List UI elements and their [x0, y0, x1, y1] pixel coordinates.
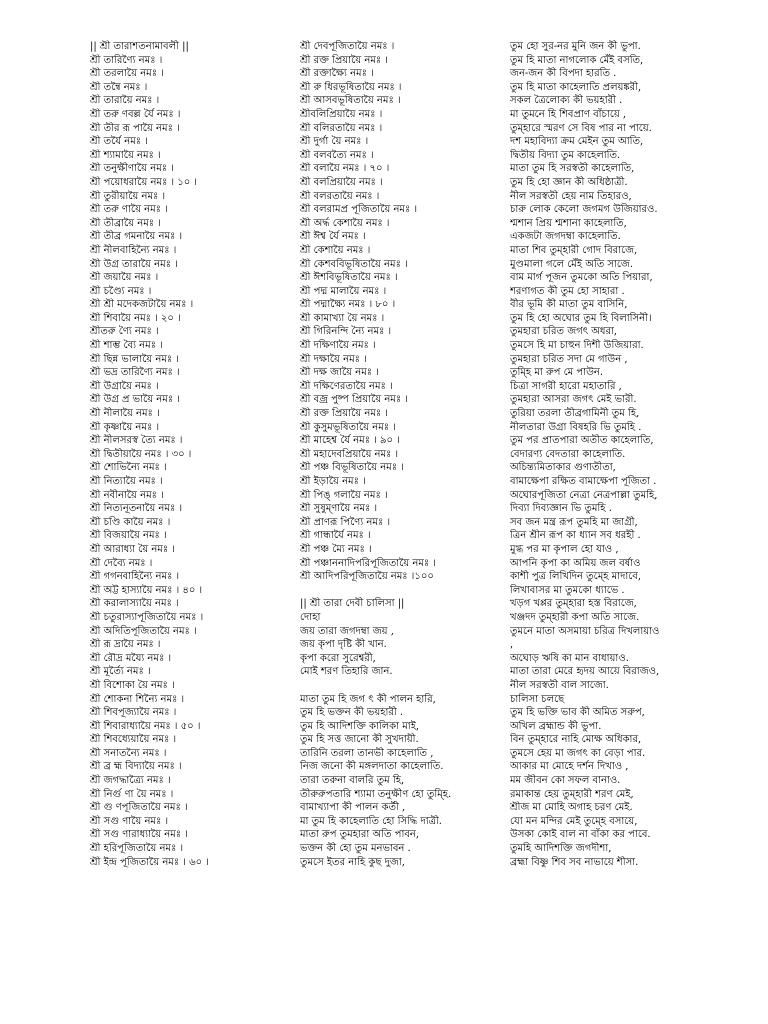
- text-line: মাতা শিব তুম্হারী গোদ বিরাজে,: [510, 244, 638, 256]
- text-line: মুগ্ধ পর মা কৃপাল হো যাও ,: [510, 543, 619, 555]
- text-line: তুমহারা চরিত জগৎ অধরা,: [510, 326, 618, 338]
- text-line: বামাখ্যাপা কী পালন কর্তী ,: [300, 802, 406, 814]
- text-line: শ্রী চতুরাস্যাপূজিতায়ৈ নমঃ ।: [90, 611, 204, 623]
- text-line: শ্রী বলবত্যৈ নমঃ ।: [300, 149, 374, 161]
- text-line: তারা তরুনা বালরি তুম হি,: [300, 775, 405, 787]
- text-line: দোহা: [300, 611, 321, 623]
- text-line: শ্রী বজ্র পুষ্প প্রিয়ায়ৈ নমঃ ।: [300, 394, 408, 406]
- text-line: একজটা জগদম্বা কাহেলাতি.: [510, 231, 621, 243]
- text-line: তুমসে হি মা চাহুন দিশী উজিয়ারা.: [510, 340, 644, 352]
- text-line: শ্রী শিবপূজ্যায়ৈ নমঃ ।: [90, 707, 177, 719]
- text-line: শ্রী বলরতায়ৈ নমঃ ।: [300, 190, 380, 202]
- text-line: শ্রী রু ধিরভূষিতায়ৈ নমঃ ।: [300, 81, 402, 93]
- text-line: শ্রী সগু ণায়ৈ নমঃ ।: [90, 815, 169, 827]
- text-line: শ্রী নীলবাহিন্যৈ নমঃ ।: [90, 244, 177, 256]
- text-line: শ্রী দুর্গা য়ৈ নমঃ ।: [300, 136, 369, 148]
- text-line: শ্রী চণ্ডি কায়ৈ নমঃ ।: [90, 516, 171, 528]
- text-line: কাশী পুত্র লিখিদিন তুম্হে মাদাবে,: [510, 571, 642, 583]
- text-line: বেদারণ্য বেদতারা কাহেলাতি.: [510, 448, 626, 460]
- text-line: আকার মা মোহে দর্শন দিখাও ,: [510, 761, 629, 773]
- text-line: শ্রীবলিপ্রিয়ায়ৈ নমঃ ।: [300, 108, 383, 120]
- text-line: শ্রী প্রাণরূ পিণ্যৈ নমঃ ।: [300, 516, 391, 528]
- text-line: শ্রী তনুক্ষীণায়ৈ নমঃ ।: [90, 163, 174, 175]
- text-line: শ্রী কুসুমভূষিতায়ৈ নমঃ ।: [300, 421, 396, 433]
- text-line: শ্রী দক্ষ জায়ৈ নমঃ ।: [300, 367, 379, 379]
- text-line: শ্রী তীব্রায়ৈ নমঃ ।: [90, 217, 161, 229]
- text-line: অখিল ব্রহ্মান্ড কী ভুপা.: [510, 720, 602, 732]
- text-line: শ্রী উগ্রায়ৈ নমঃ ।: [90, 380, 159, 392]
- text-line: বীর ভূমি কী মাতা তুম বাসিনি,: [510, 299, 628, 311]
- text-line: শ্রী ভদ্র তারিণ্যৈ নমঃ ।: [90, 367, 180, 379]
- text-line: শ্রী আদিপরিপূজিতায়ৈ নমঃ ।১০০: [300, 571, 434, 583]
- text-line: তুম্হি মা রুপ মে পাউন.: [510, 367, 604, 379]
- text-line: শ্রী বিশোকা য়ৈ নমঃ ।: [90, 679, 175, 691]
- text-line: শ্রী সনাতন্যৈ নমঃ ।: [90, 747, 167, 759]
- text-line: মাতা রুপ তুমহারা অতি পাবন,: [300, 829, 420, 841]
- text-line: [300, 584, 496, 598]
- text-line: শ্রী ঈশবিভূষিতায়ৈ নমঃ ।: [300, 272, 398, 284]
- text-line: শ্রী পঞ্চাননাদিপরিপূজিতায়ৈ নমঃ ।: [300, 557, 436, 569]
- text-line: তুম হি মাতা কাহেলাতি প্রলয়ঙ্করী,: [510, 81, 642, 93]
- text-line: শ্রী অট্ট হাস্যায়ৈ নমঃ । ৪০ ।: [90, 584, 203, 596]
- text-line: শ্রী অদিতিপূজিতায়ৈ নমঃ ।: [90, 625, 197, 637]
- text-line: তুমনে মাতা অসমায়া চরিত্র দিখলায়াও: [510, 625, 660, 637]
- text-line: শ্রী কেশববিভূষিতায়ৈ নমঃ ।: [300, 258, 408, 270]
- text-line: শ্রী নীলায়ৈ নমঃ ।: [90, 408, 160, 420]
- text-line: শ্রী করালাস্যায়ৈ নমঃ ।: [90, 598, 179, 610]
- text-line: শ্রী পদ্ম মালায়ৈ নমঃ ।: [300, 285, 387, 297]
- text-line: তুম হি ভক্তি ভাব কী অমিত সরুপ,: [510, 707, 645, 719]
- text-line: শ্রী নবীনায়ৈ নমঃ ।: [90, 489, 164, 501]
- text-line: শ্রী উগ্র তারায়ৈ নমঃ ।: [90, 258, 178, 270]
- text-line: শ্রী সুষুম্ণায়ৈ নমঃ ।: [300, 503, 378, 515]
- text-line: মাতা তারা মেরে হৃদয় আয়ে বিরাজও,: [510, 666, 660, 678]
- text-line: তুম হি হো অঘোর তুম হি বিলাসিনী।: [510, 312, 652, 324]
- text-line: শ্রী গগনবাহিন্যৈ নমঃ ।: [90, 571, 180, 583]
- text-line: নীল সরস্বতী বাল সাজো.: [510, 679, 609, 691]
- text-line: তুমহারা আসরা জগৎ মেই ভারী.: [510, 394, 637, 406]
- text-line: দ্বিতীয় বিদ্যা তুম কাহেলাতি.: [510, 149, 621, 161]
- text-line: দশ মহাবিদ্যা ক্রম মেইন তুম আতি,: [510, 136, 644, 148]
- text-line: অঘোড় ঋষি কা মান বাধায়াও.: [510, 652, 629, 664]
- text-line: জন-জন কী বিপদা হারতি .: [510, 68, 617, 80]
- text-line: শ্রী জগদ্ধাত্র্যৈ নমঃ ।: [90, 775, 171, 787]
- text-line: শ্রী শ্রী মদেকজটায়ৈ নমঃ ।: [90, 299, 194, 311]
- text-line: শ্রী তন্বৈ নমঃ ।: [90, 81, 148, 93]
- text-line: শ্রী মহাদেবপ্রিয়ায়ৈ নমঃ ।: [300, 448, 399, 460]
- text-line: তুমহারা চরিত সদা মে গাউন ,: [510, 353, 628, 365]
- text-line: শ্রী দক্ষায়ৈ নমঃ ।: [300, 353, 367, 365]
- text-line: শ্রী তরু ণায়ৈ নমঃ ।: [90, 204, 168, 216]
- text-line: শ্রী দক্ষিণায়ৈ নমঃ ।: [300, 340, 376, 352]
- text-line: || শ্রী তারাশতনামাবলী ||: [90, 41, 189, 52]
- text-line: শ্রী তুরীয়ায়ৈ নমঃ ।: [90, 190, 166, 202]
- text-line: কৃপা করো সুরেশ্বরী,: [300, 652, 376, 664]
- text-line: নিজ জনো কী মঙ্গলদাতা কাহেলাতি.: [300, 761, 444, 773]
- text-line: শ্রী তারিণ্যৈ নমঃ ।: [90, 54, 163, 66]
- text-line: তারিনি তরলা তানভী কাহেলাতি ,: [300, 747, 434, 759]
- text-line: ত্রিন শ্রীন রূপ কা ধ্যান সব ধরহী .: [510, 530, 641, 542]
- text-line: শ্রী পঞ্চ বিভূষিতায়ৈ নমঃ ।: [300, 462, 404, 474]
- text-line: তুম্হারে স্মরণ সে বিষ পার না পায়ে.: [510, 122, 652, 134]
- text-line: শ্মশান প্রিয় শ্মশানা কাহেলাতি,: [510, 217, 627, 229]
- text-line: শ্রী দক্ষিণেরতায়ৈ নমঃ ।: [300, 380, 393, 392]
- text-line: অঘোরপূজিতা নেত্রা নেত্রপাল্লা তুমহি,: [510, 489, 658, 501]
- text-line: শ্রী তরু ণবল্ল র্যৈ নমঃ ।: [90, 108, 181, 120]
- text-line: শ্রী চণ্ড্যৈ নমঃ ।: [90, 285, 152, 297]
- column-namavali-and-chalisa-start: [300, 40, 496, 869]
- text-line: শ্রী তর্যৈ নমঃ ।: [90, 136, 148, 148]
- text-line: তুম হি আদিশক্তি কালিকা মাই,: [300, 720, 420, 732]
- text-line: শ্রী ইড়ায়ৈ নমঃ ।: [300, 476, 366, 487]
- text-line: তুম পর প্রাতপারা অতীত কাহেলাতি,: [510, 435, 654, 447]
- text-line: শ্রী জয়ায়ৈ নমঃ ।: [90, 272, 159, 284]
- text-line: শ্রী তরলায়ৈ নমঃ ।: [90, 68, 164, 80]
- text-line: শ্রী শিবায়ৈ নমঃ । ২০ ।: [90, 312, 181, 324]
- text-line: শ্রী ইন্দ্র পূজিতায়ৈ নমঃ । ৬০ ।: [90, 856, 209, 868]
- text-line: শ্রীজ মা মোহি অগাহ চরণ মেই.: [510, 802, 633, 814]
- text-line: তুম হি মাতা নাগলোক মেঁই বসতি,: [510, 54, 644, 66]
- text-line: শ্রী শিবধ্যেয়ায়ৈ নমঃ ।: [90, 734, 177, 746]
- text-line: শ্রী রক্ত প্রিয়ায়ৈ নমঃ ।: [300, 54, 388, 66]
- text-line: দিব্যা দিব্যজ্ঞান ভি তুমহি .: [510, 503, 612, 515]
- text-line: ভক্তন কী হো তুম মনভাবন .: [300, 843, 411, 855]
- text-line: শ্রী বলরামপ্র পূজিতায়ৈ নমঃ ।: [300, 204, 418, 216]
- text-line: শ্রী ঈশ্ব র্যৈ নমঃ ।: [300, 231, 366, 243]
- text-line: চালিসা চলছে: [510, 693, 565, 705]
- text-line: শ্রী গিরিনন্দি ন্যৈ নমঃ ।: [300, 326, 392, 338]
- text-line: শ্রী সগু ণারাধ্যায়ৈ নমঃ ।: [90, 829, 188, 841]
- text-line: শ্রী শাম্ভ ব্যৈ নমঃ ।: [90, 340, 163, 352]
- text-line: শ্রী পদ্মাক্ষ্যৈ নমঃ । ৮০ ।: [300, 299, 396, 311]
- text-line: মম জীবন কো সফল বানাও.: [510, 775, 621, 787]
- text-line: শ্রী বলিরতায়ৈ নমঃ ।: [300, 122, 383, 134]
- text-line: শ্রী উগ্র প্র ভায়ৈ নমঃ ।: [90, 394, 180, 406]
- text-line: শ্রী কৃষ্ণায়ৈ নমঃ ।: [90, 421, 160, 433]
- text-line: শ্রী দেব্যৈ নমঃ ।: [90, 557, 153, 569]
- text-line: শ্রীতরু ণ্যৈ নমঃ ।: [90, 326, 159, 338]
- text-line: জয় কৃপা দৃষ্টি কী খান.: [300, 639, 387, 651]
- text-line: [300, 679, 496, 693]
- text-line: শ্রী আসবভূষিতায়ৈ নমঃ ।: [300, 95, 401, 107]
- text-line: তীরুরুপতারি শ্যামা তনুক্ষীণ হো তুম্হি.: [300, 788, 452, 800]
- text-line: জয় তারা জগদম্বা জয় ,: [300, 625, 394, 637]
- text-line: খঞ্জদদ তুম্হারী কপা অতি সাজে.: [510, 611, 640, 623]
- text-line: উসকা কোই বাল না বাঁকা কর পাবে.: [510, 829, 651, 841]
- text-line: বামাক্ষেপা রক্ষিত বামাক্ষেপা পূজিতা .: [510, 476, 657, 487]
- text-line: তুম হি ভক্তন কী ভয়হারী .: [300, 707, 404, 719]
- text-line: শ্রী বলপ্রিয়ায়ৈ নমঃ ।: [300, 176, 383, 188]
- text-line: শ্রী নিত্যনূতনায়ৈ নমঃ ।: [90, 503, 183, 515]
- text-line: শ্রী পয়োধরায়ৈ নমঃ । ১০ ।: [90, 176, 197, 188]
- text-line: আপনি কৃপা কা অমিয় জল বর্ষাও: [510, 557, 641, 569]
- column-chalisa-continued: [510, 40, 750, 869]
- text-line: শ্রী ব্র হ্ম বিদ্যায়ৈ নমঃ ।: [90, 761, 182, 773]
- text-line: চারু লোক কেলো জগমগ উজিয়ারও.: [510, 204, 658, 216]
- text-line: শ্রী রূ দ্রায়ৈ নমঃ ।: [90, 639, 161, 651]
- text-line: মুণ্ডমালা গলে মেঁই অতি সাজে.: [510, 258, 634, 270]
- text-line: শ্রী রক্ত প্রিয়ায়ৈ নমঃ ।: [300, 408, 388, 420]
- column-taara-shatanamavali: [90, 40, 286, 869]
- text-line: শ্রী বিজয়ায়ৈ নমঃ ।: [90, 530, 167, 542]
- text-line: নীলতারা উগ্রা বিষহরি ভি তুমহি .: [510, 421, 642, 433]
- text-line: শ্রী গান্ধার্যৈ নমঃ ।: [300, 530, 371, 542]
- text-line: শ্রী রক্তাক্ষ্যৈ নমঃ ।: [300, 68, 374, 80]
- text-line: শ্রী আরাধ্যা য়ৈ নমঃ ।: [90, 543, 175, 555]
- text-line: শ্রী দেবপূজিতায়ৈ নমঃ ।: [300, 41, 395, 52]
- text-line: শ্রী রৌদ্র ময্যৈ নমঃ ।: [90, 652, 172, 664]
- text-line: শ্রী কামাখ্যা য়ৈ নমঃ ।: [300, 312, 385, 324]
- text-line: শ্রী নির্গু ণা য়ৈ নমঃ ।: [90, 788, 174, 800]
- text-line: তুমসে ইতর নাহি কুছ দুজা,: [300, 856, 405, 868]
- text-line: লিখাবাসর মা তুমকো ধ্যাভে .: [510, 584, 625, 596]
- text-line: শরণাগত কী তুম হো সাহারা .: [510, 285, 625, 297]
- text-line: সকল ত্রৈলোক্য কী ভয়হারী .: [510, 95, 623, 107]
- text-line: শ্রী শিবারাধ্যায়ৈ নমঃ । ৫০ ।: [90, 720, 201, 732]
- text-line: শ্রী তারায়ৈ নমঃ ।: [90, 95, 160, 107]
- text-line: তুমহি আদিশক্তি জগদীশা,: [510, 843, 612, 855]
- text-line: সব জন মন্ত্র রূপ তুমহি মা জাগ্রী,: [510, 516, 638, 528]
- text-line: তুম হো সুর-নর মুনি জন কী ভুপা.: [510, 41, 641, 52]
- text-line: শ্রী তীব্র গমনায়ৈ নমঃ ।: [90, 231, 183, 243]
- text-line: শ্রী ছিন্ন ভালায়ৈ নমঃ ।: [90, 353, 179, 365]
- text-line: শ্রী শ্যামায়ৈ নমঃ ।: [90, 149, 161, 161]
- text-line: মা তুমনে হি শিবপ্রাণ বাঁচায়ে ,: [510, 108, 627, 120]
- text-line: বাম মার্গ পূজন তুমকো অতি পিয়ারা,: [510, 272, 653, 284]
- text-line: মাতা তুম হি জগ ৎ কী পালন হারি,: [300, 693, 436, 705]
- text-line: শ্রী কেশায়ৈ নমঃ ।: [300, 244, 371, 256]
- text-line: শ্রী দ্বিতীয়ায়ৈ নমঃ । ৩০ ।: [90, 448, 192, 460]
- text-line: শ্রী হরিপূজিতায়ৈ নমঃ ।: [90, 843, 184, 855]
- text-line: শ্রী অর্দ্ধ কেশায়ৈ নমঃ ।: [300, 217, 390, 229]
- text-line: শ্রী নিত্যায়ৈ নমঃ ।: [90, 476, 163, 487]
- text-line: যো মন মন্দির মেই তুম্হে বসায়ে,: [510, 815, 638, 827]
- text-line: ব্রহ্মা বিষ্ণু শিব সব নাভায়ে শীসা.: [510, 856, 639, 868]
- text-line: চিত্রা সাগরী হারো মহাতারি ,: [510, 380, 622, 392]
- text-line: ,: [510, 639, 514, 651]
- text-line: তুম হি সত্ত জানো কী সুখদায়ী.: [300, 734, 419, 746]
- text-line: শ্রী মাহেশ্ব র্যৈ নমঃ । ৯০ ।: [300, 435, 400, 447]
- text-line: শ্রী বলায়ৈ নমঃ । ৭০ ।: [300, 163, 390, 175]
- text-line: অচিন্ত্যমিতাকার গুণাতীতা,: [510, 462, 616, 474]
- text-line: শ্রী পঞ্চ ম্যৈ নমঃ ।: [300, 543, 372, 555]
- text-line: শ্রী শোভিন্যৈ নমঃ ।: [90, 462, 167, 474]
- text-line: মা তুম হি কাহেলাতি হো সিদ্ধি দাত্রী.: [300, 815, 442, 827]
- text-line: তুরিয়া তরলা তীব্রগামিনী তুম হি,: [510, 408, 640, 420]
- text-line: শ্রী গু ণপূজিতায়ৈ নমঃ ।: [90, 802, 188, 814]
- text-line: || শ্রী তারা দেবী চালিসা ||: [300, 598, 405, 610]
- text-line: শ্রী মূর্ত্যৈ নমঃ ।: [90, 666, 151, 678]
- text-line: শ্রী শোকনা শিন্যৈ নমঃ ।: [90, 693, 185, 705]
- text-line: মোই শরণ তিহারি জান.: [300, 666, 393, 678]
- text-line: খড়গ খপ্পর তুম্হারা হস্ত বিরাজে,: [510, 598, 637, 610]
- text-line: শ্রী তীর রূ পায়ৈ নমঃ ।: [90, 122, 180, 134]
- text-line: তুম হি হো জ্ঞান কী অধিষ্ঠাত্রী.: [510, 176, 628, 188]
- text-line: মাতা তুম হি সরস্বতী কাহেলাতি,: [510, 163, 635, 175]
- text-line: রমাকান্ত হেয় তুম্হারী শরণ মেই,: [510, 788, 634, 800]
- text-line: তুমসে হেয় মা জগৎ কা বেড়া পার.: [510, 747, 646, 759]
- text-line: শ্রী পিঙ্ গলায়ৈ নমঃ ।: [300, 489, 388, 501]
- text-line: শ্রী নীলসরস্ব ত্যৈ নমঃ ।: [90, 435, 183, 447]
- text-line: নীল সরস্বতী হেয় নাম তিহারও,: [510, 190, 632, 202]
- text-line: বিন তুম্হারে নাহি মোক্ষ অধিকার,: [510, 734, 642, 746]
